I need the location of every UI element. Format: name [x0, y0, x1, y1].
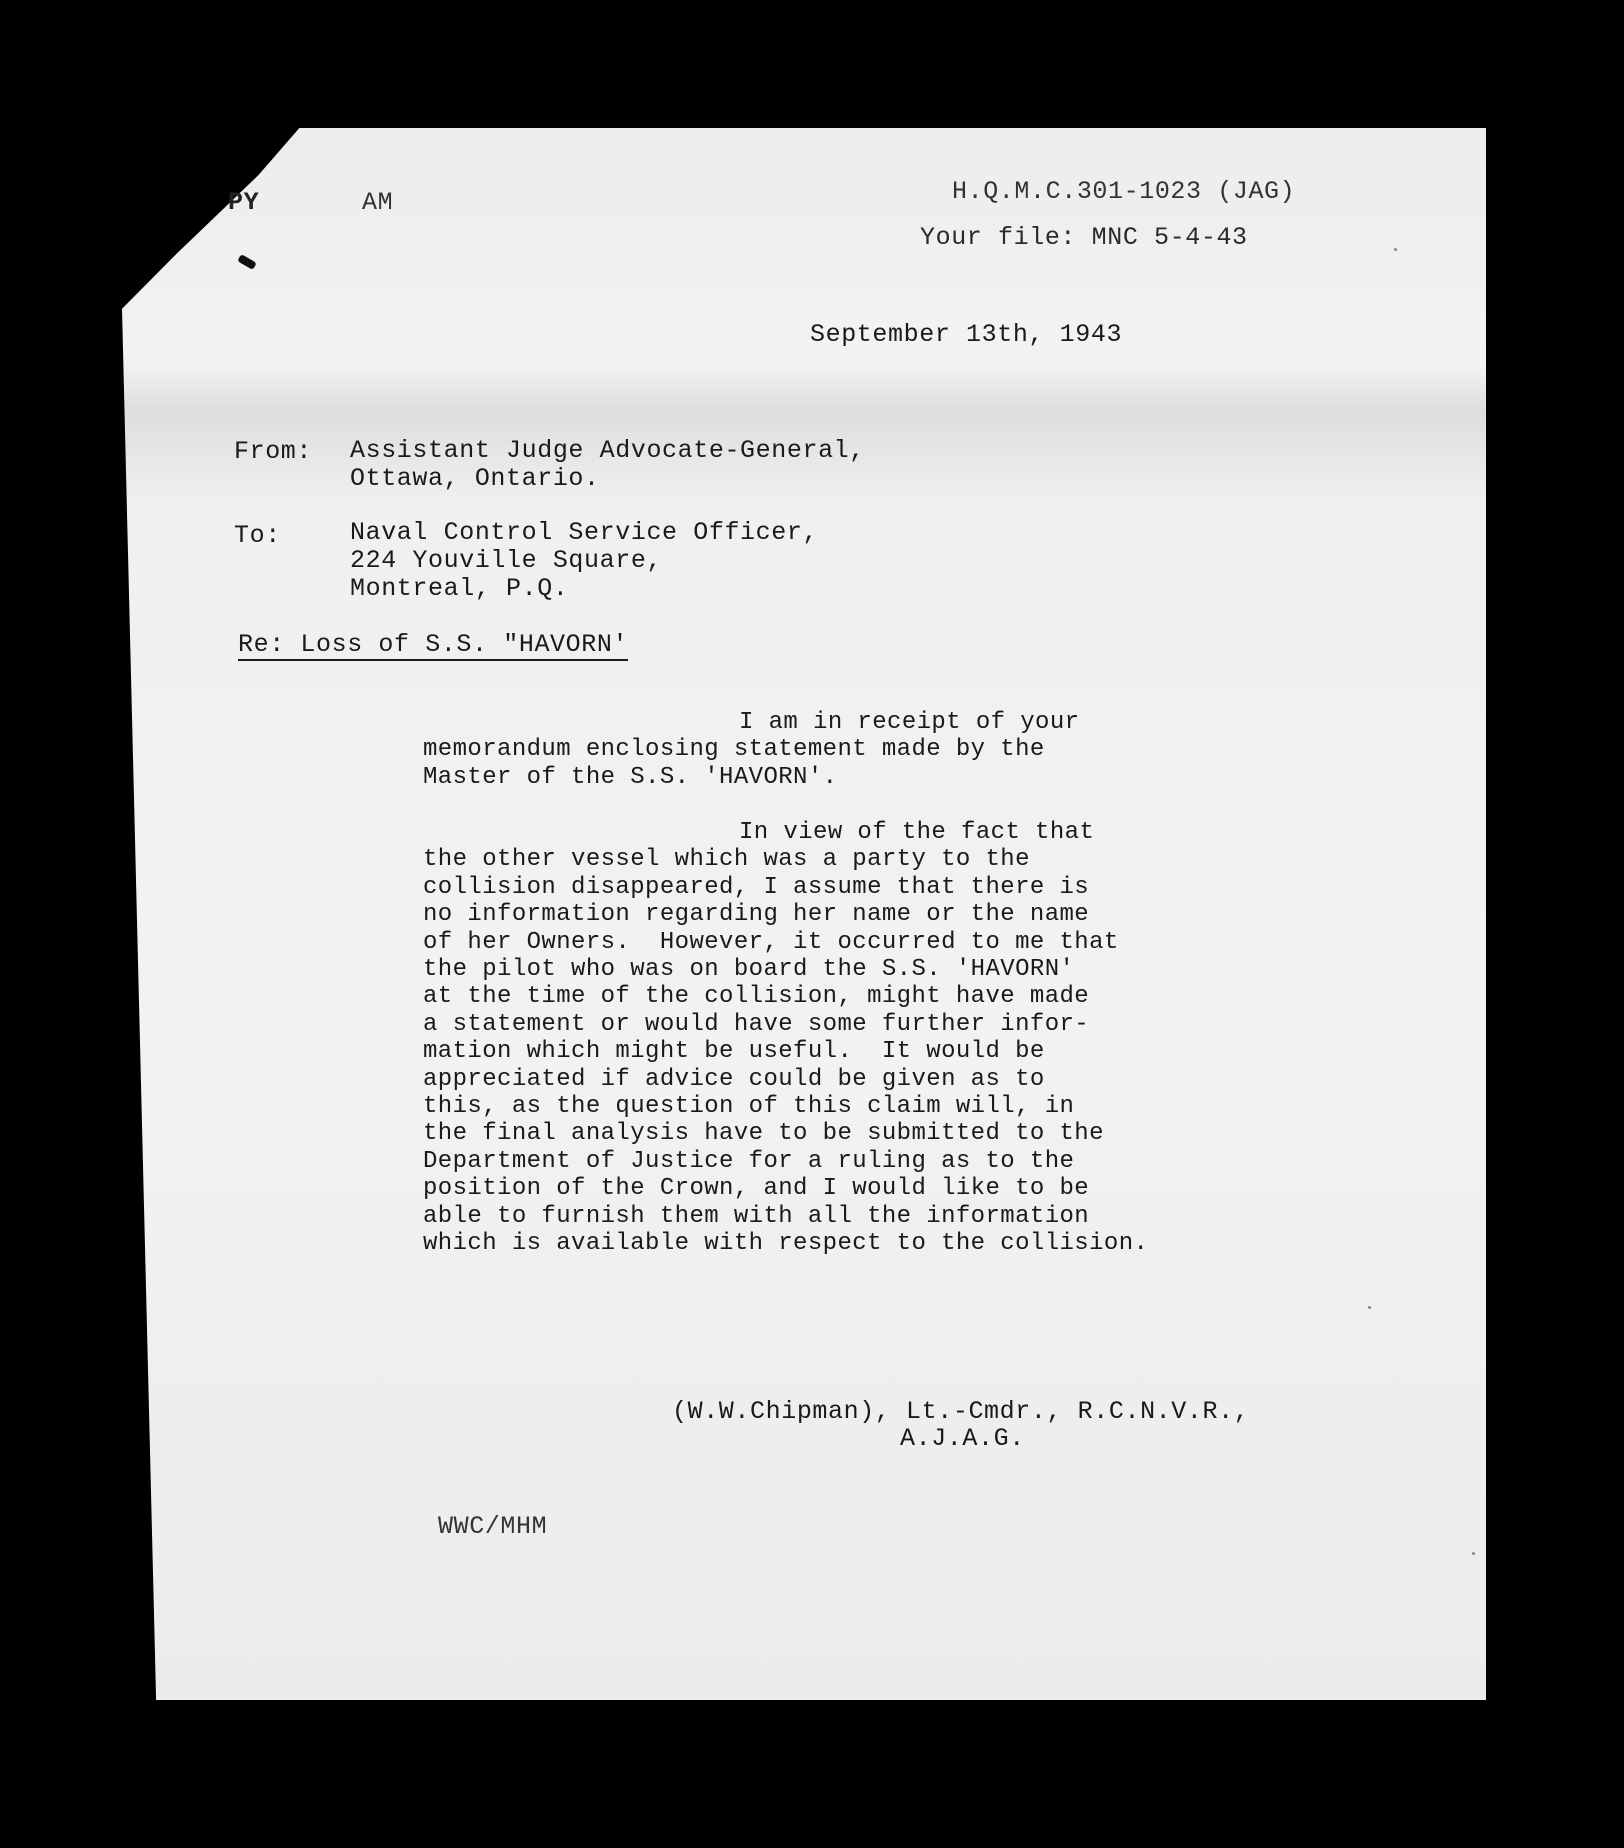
body-line: I am in receipt of your: [739, 709, 1080, 736]
body-line: a statement or would have some further infor-: [423, 1010, 1090, 1038]
body-paragraph-1: [423, 709, 1243, 791]
from-label: From:: [234, 437, 313, 466]
body-line: able to furnish them with all the information: [423, 1202, 1090, 1230]
body-line: the final analysis have to be submitted to the: [423, 1120, 1104, 1148]
typist-initials: WWC/MHM: [438, 1512, 548, 1541]
letter-date: September 13th, 1943: [810, 320, 1123, 349]
file-reference: H.Q.M.C.301-1023 (JAG): [952, 177, 1296, 206]
body-line: appreciated if advice could be given as to: [423, 1065, 1045, 1093]
from-address: [350, 437, 865, 493]
body-line: mation which might be useful. It would be: [423, 1038, 1045, 1066]
body-line: memorandum enclosing statement made by the: [423, 736, 1045, 764]
to-line: Montreal, P.Q.: [350, 574, 569, 603]
speck: [1368, 1306, 1371, 1309]
body-paragraph-2: [423, 819, 1243, 1258]
body-line: Master of the S.S. 'HAVORN'.: [423, 763, 838, 791]
to-label: To:: [234, 521, 281, 550]
body-line: which is available with respect to the collision.: [423, 1230, 1149, 1258]
body-line: the other vessel which was a party to the: [423, 846, 1030, 874]
speck: [1394, 248, 1397, 251]
speck: [1472, 1552, 1475, 1555]
signature-title: A.J.A.G.: [900, 1424, 1025, 1453]
body-line: In view of the fact that: [739, 819, 1095, 846]
body-line: the pilot who was on board the S.S. 'HAVORN': [423, 956, 1075, 984]
body-line: Department of Justice for a ruling as to the: [423, 1147, 1075, 1175]
subject-line: Re: Loss of S.S. "HAVORN': [238, 630, 629, 659]
body-line: at the time of the collision, might have made: [423, 983, 1090, 1011]
your-file-reference: Your file: MNC 5-4-43: [920, 223, 1248, 252]
am-mark: AM: [362, 188, 394, 217]
corner-fragment-text: PY: [228, 188, 260, 217]
body-line: no information regarding her name or the name: [423, 901, 1090, 929]
from-line: Ottawa, Ontario.: [350, 464, 600, 493]
body-line: collision disappeared, I assume that there is: [423, 873, 1090, 901]
to-line: Naval Control Service Officer,: [350, 518, 819, 547]
body-line: position of the Crown, and I would like to be: [423, 1175, 1090, 1203]
from-line: Assistant Judge Advocate-General,: [350, 436, 865, 465]
to-address: [350, 519, 818, 603]
body-line: of her Owners. However, it occurred to me that: [423, 928, 1119, 956]
signature-name: (W.W.Chipman), Lt.-Cmdr., R.C.N.V.R.,: [672, 1397, 1250, 1426]
to-line: 224 Youville Square,: [350, 546, 663, 575]
body-line: this, as the question of this claim will, in: [423, 1093, 1075, 1121]
